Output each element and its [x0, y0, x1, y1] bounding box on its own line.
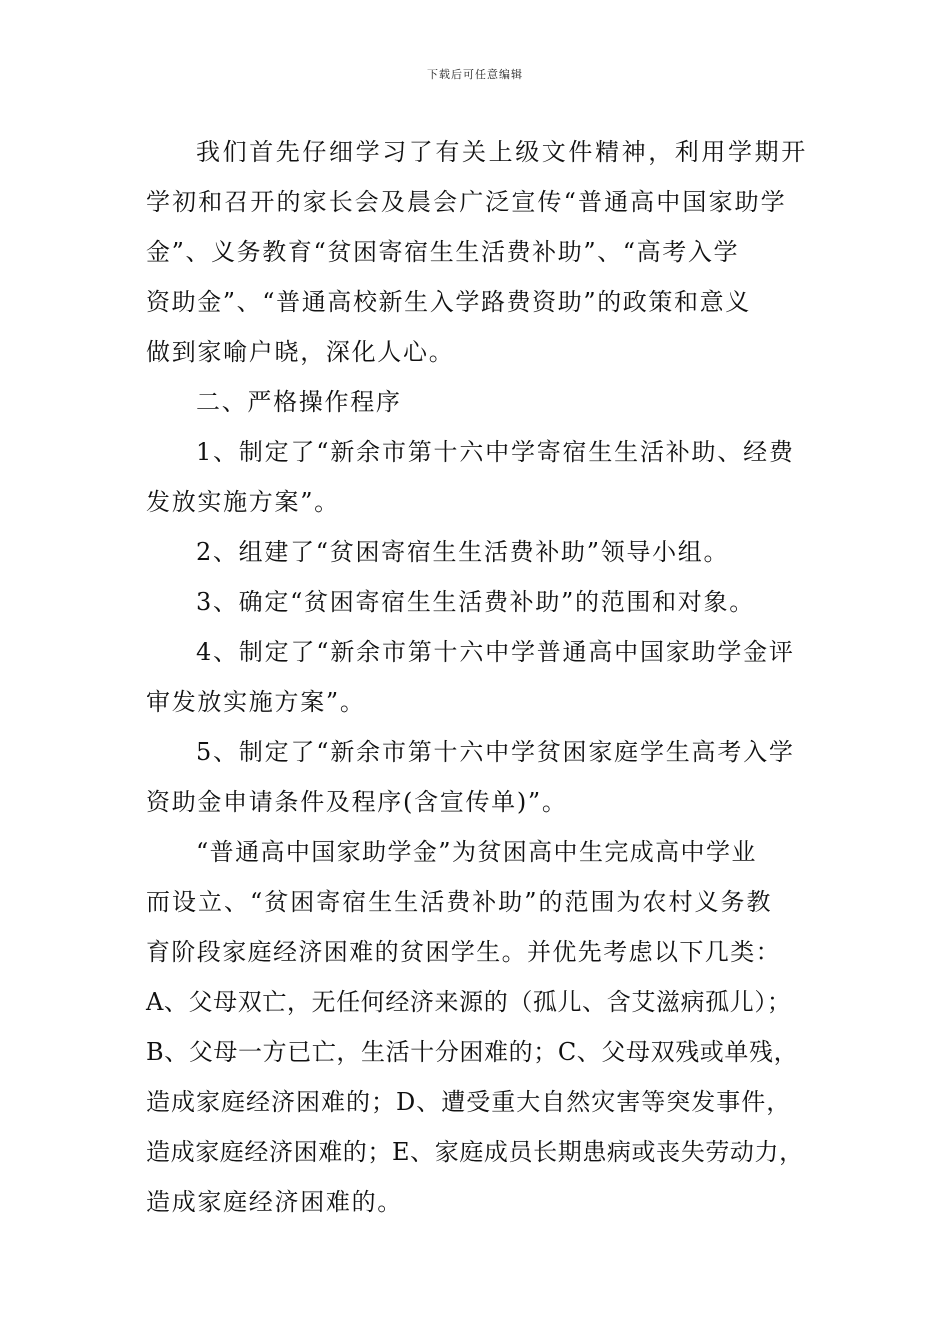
text-line: A、父母双亡，无任何经济来源的（孤儿、含艾滋病孤儿）；: [146, 988, 792, 1016]
text-line: 发放实施方案”。: [146, 488, 340, 516]
page-header: 下载后可任意编辑: [427, 68, 523, 81]
section-heading: 二、严格操作程序: [196, 388, 402, 416]
text-line: B、父母一方已亡，生活十分困难的；C、父母双残或单残，: [146, 1038, 799, 1066]
text-line: 资助金”、“普通高校新生入学路费资助”的政策和意义: [146, 288, 751, 316]
text-line: 1、制定了“新余市第十六中学寄宿生生活补助、经费: [196, 438, 795, 466]
text-line: 2、组建了“贫困寄宿生生活费补助”领导小组。: [196, 538, 730, 566]
text-line: 造成家庭经济困难的。: [146, 1188, 403, 1216]
text-line: 资助金申请条件及程序(含宣传单)”。: [146, 788, 568, 816]
text-line: 5、制定了“新余市第十六中学贫困家庭学生高考入学: [196, 738, 795, 766]
text-line: 做到家喻户晓，深化人心。: [146, 338, 455, 366]
text-line: 金”、义务教育“贫困寄宿生生活费补助”、“高考入学: [146, 238, 740, 266]
text-line: “普通高中国家助学金”为贫困高中生完成高中学业: [196, 838, 757, 866]
text-line: 4、制定了“新余市第十六中学普通高中国家助学金评: [196, 638, 795, 666]
text-line: 审发放实施方案”。: [146, 688, 366, 716]
text-line: 而设立、“贫困寄宿生生活费补助”的范围为农村义务教: [146, 888, 773, 916]
text-line: 育阶段家庭经济困难的贫困学生。并优先考虑以下几类：: [146, 938, 781, 966]
text-line: 我们首先仔细学习了有关上级文件精神，利用学期开: [196, 138, 808, 166]
text-line: 学初和召开的家长会及晨会广泛宣传“普通高中国家助学: [146, 188, 787, 216]
text-line: 3、确定“贫困寄宿生生活费补助”的范围和对象。: [196, 588, 755, 616]
text-line: 造成家庭经济困难的；D、遭受重大自然灾害等突发事件，: [146, 1088, 792, 1116]
text-line: 造成家庭经济困难的；E、家庭成员长期患病或丧失劳动力，: [146, 1138, 804, 1166]
